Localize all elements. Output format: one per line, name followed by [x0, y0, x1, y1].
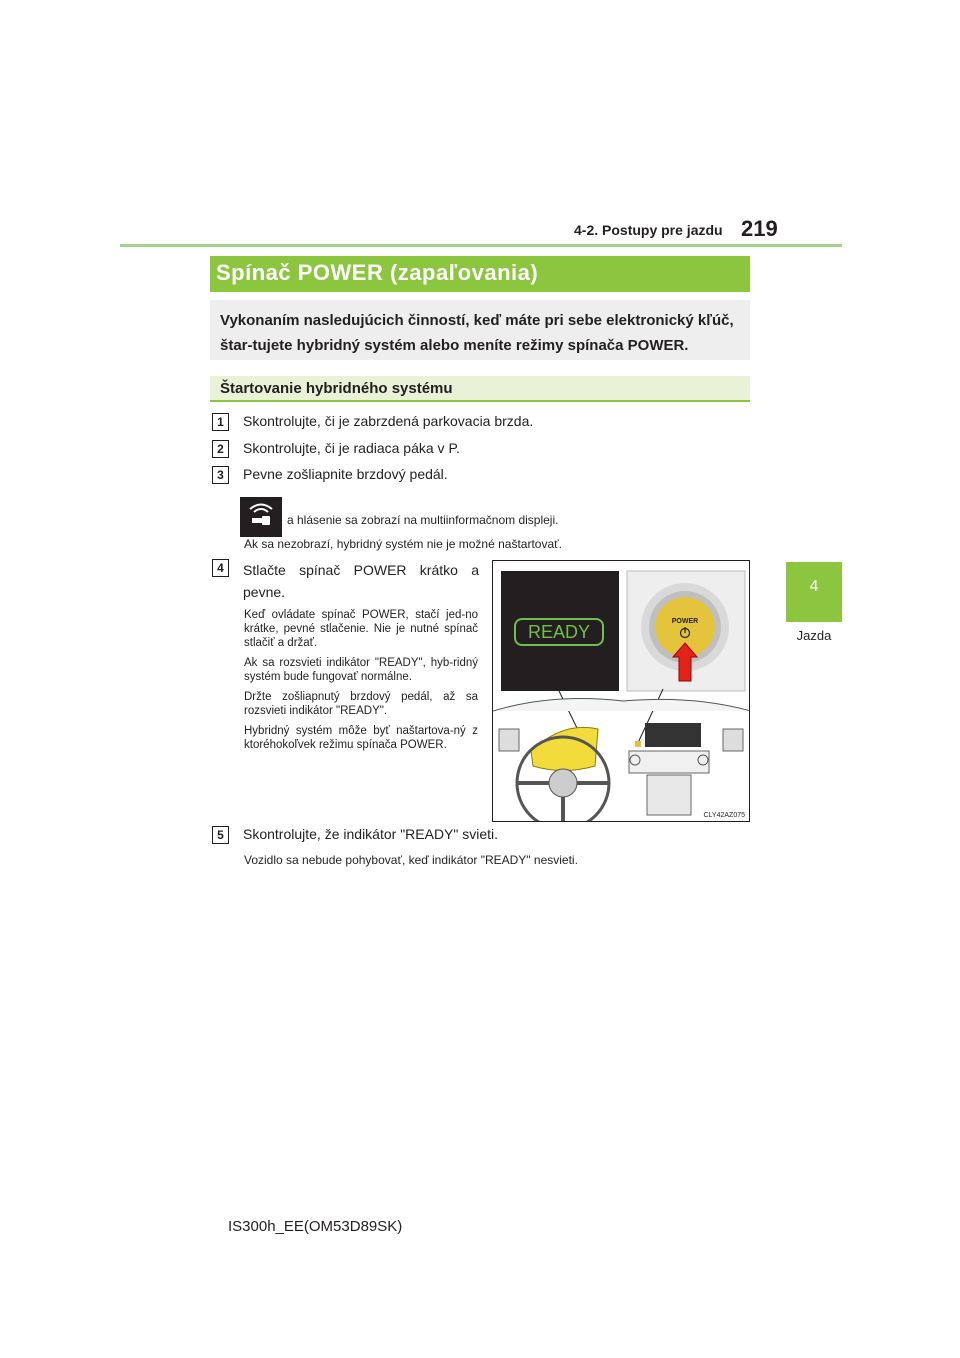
figure-code: CLY42AZ075 — [703, 812, 745, 819]
step-text-5: Skontrolujte, že indikátor "READY" svieti. — [243, 826, 499, 842]
page-number: 219 — [741, 216, 778, 241]
step-text-4: Stlačte spínač POWER krátko a pevne. — [243, 562, 479, 600]
step4-note-2: Ak sa rozsvieti indikátor "READY", hyb-ridný systém bude fungovať normálne. — [244, 657, 478, 683]
dashboard-illustration — [492, 560, 750, 822]
chapter-label: Jazda — [796, 628, 832, 643]
step-number-1: 1 — [212, 413, 229, 431]
step-text-2: Skontrolujte, či je radiaca páka v P. — [243, 440, 460, 456]
step4-note-3: Držte zošliapnutý brzdový pedál, až sa rozsvieti indikátor "READY". — [244, 691, 478, 717]
section-title: 4-2. Postupy pre jazdu — [574, 222, 723, 238]
start-warning-note: Ak sa nezobrazí, hybridný systém nie je možné naštartovať. — [244, 537, 562, 551]
step4-note-4: Hybridný systém môže byť naštartova-ný z ktoréhokoľvek režimu spínača POWER. — [244, 725, 478, 751]
step-text-1: Skontrolujte, či je zabrzdená parkovacia brzda. — [243, 413, 534, 429]
chapter-number: 4 — [809, 578, 819, 595]
header-rule — [120, 244, 842, 247]
key-warning-icon — [240, 497, 282, 537]
step-number-5: 5 — [212, 826, 229, 844]
step4-note-1: Keď ovládate spínač POWER, stačí jed-no krátke, pevné stlačenie. Nie je nutné spínač stlačiť a držať. — [244, 609, 478, 649]
power-button-label: POWER — [671, 618, 699, 625]
step-number-4: 4 — [212, 559, 229, 577]
step-number-2: 2 — [212, 440, 229, 458]
icon-message-note: a hlásenie sa zobrazí na multiinformačnom displeji. — [287, 513, 559, 527]
step4-notes — [244, 608, 478, 758]
intro-text: Vykonaním nasledujúcich činností, keď máte pri sebe elektronický kľúč, štar-tujete hybridný systém alebo meníte režimy spínača POWER. — [220, 312, 734, 354]
step5-note: Vozidlo sa nebude pohybovať, keď indikátor "READY" nesvieti. — [244, 853, 578, 867]
ready-indicator-label: READY — [527, 622, 591, 642]
subheading: Štartovanie hybridného systému — [220, 380, 453, 397]
page-title: Spínač POWER (zapaľovania) — [216, 260, 539, 285]
step-number-3: 3 — [212, 466, 229, 484]
footer-model-code: IS300h_EE(OM53D89SK) — [228, 1218, 403, 1235]
step-text-3: Pevne zošliapnite brzdový pedál. — [243, 466, 448, 482]
